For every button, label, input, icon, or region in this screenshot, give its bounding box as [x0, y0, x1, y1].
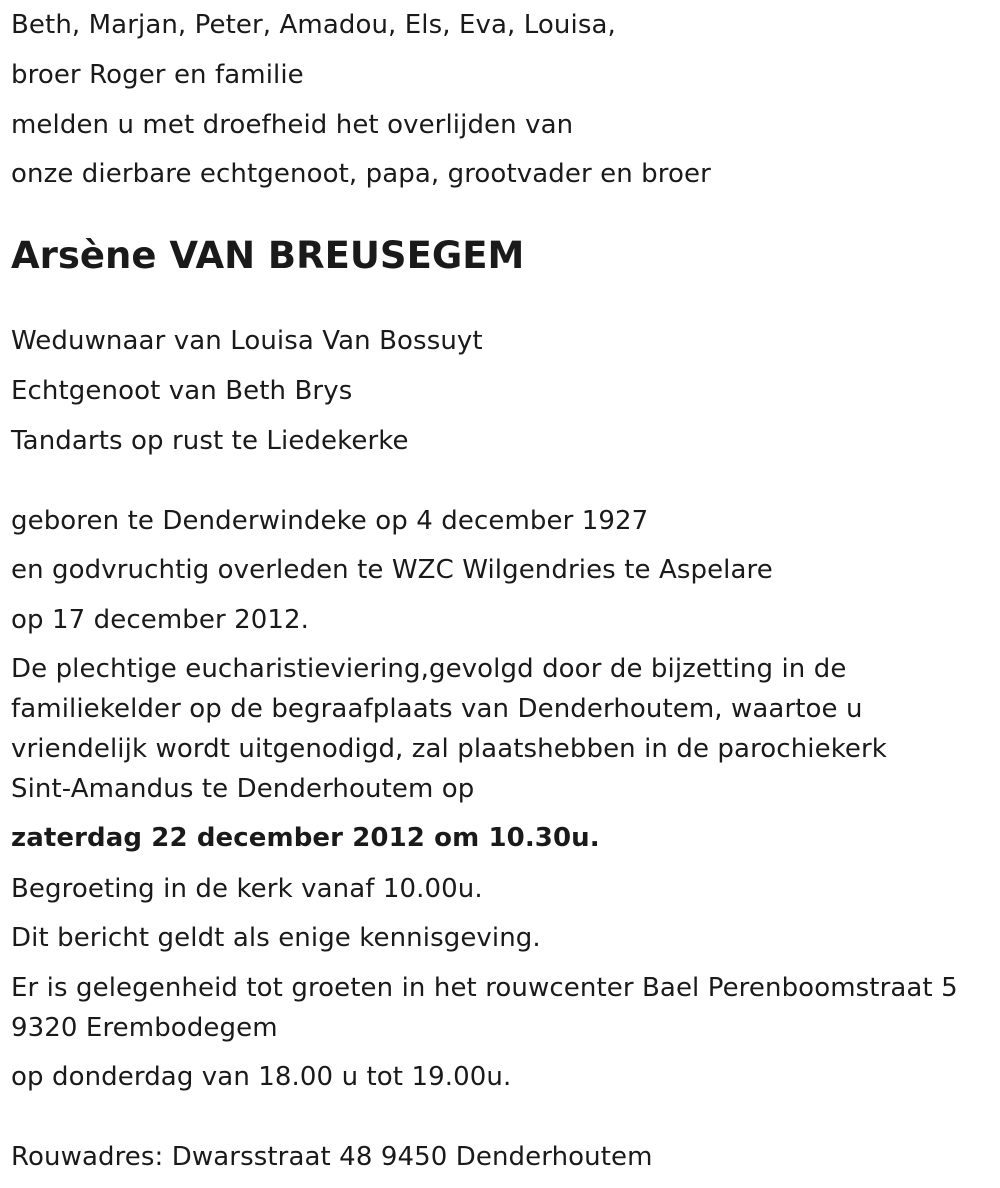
ceremony-text-line-3: vriendelijk wordt uitgenodigd, zal plaatshebben in de parochiekerk: [11, 734, 887, 764]
death-line: en godvruchtig overleden te WZC Wilgendries te Aspelare: [11, 555, 773, 585]
viewing-line-1: Er is gelegenheid tot groeten in het rouwcenter Bael Perenboomstraat 5: [11, 973, 958, 1003]
notice-line: Dit bericht geldt als enige kennisgeving.: [11, 923, 541, 953]
family-line-3: melden u met droefheid het overlijden van: [11, 110, 574, 140]
family-line-4: onze dierbare echtgenoot, papa, grootvader en broer: [11, 159, 711, 189]
greeting-line: Begroeting in de kerk vanaf 10.00u.: [11, 874, 483, 904]
family-line-2: broer Roger en familie: [11, 60, 304, 90]
mourning-address: Rouwadres: Dwarsstraat 48 9450 Denderhoutem: [11, 1142, 653, 1172]
ceremony-text-line-1: De plechtige eucharistieviering,gevolgd door de bijzetting in de: [11, 654, 847, 684]
ceremony-text-line-4: Sint-Amandus te Denderhoutem op: [11, 774, 475, 804]
ceremony-datetime: zaterdag 22 december 2012 om 10.30u.: [11, 823, 600, 853]
spouse-line: Echtgenoot van Beth Brys: [11, 376, 353, 406]
viewing-line-2: 9320 Erembodegem: [11, 1013, 278, 1043]
ceremony-text-line-2: familiekelder op de begraafplaats van Denderhoutem, waartoe u: [11, 694, 863, 724]
widower-line: Weduwnaar van Louisa Van Bossuyt: [11, 326, 483, 356]
viewing-line-3: op donderdag van 18.00 u tot 19.00u.: [11, 1062, 512, 1092]
birth-line: geboren te Denderwindeke op 4 december 1927: [11, 506, 649, 536]
deceased-name: Arsène VAN BREUSEGEM: [11, 234, 525, 277]
death-date-line: op 17 december 2012.: [11, 605, 310, 635]
family-line-1: Beth, Marjan, Peter, Amadou, Els, Eva, Louisa,: [11, 10, 616, 40]
profession-line: Tandarts op rust te Liedekerke: [11, 426, 409, 456]
